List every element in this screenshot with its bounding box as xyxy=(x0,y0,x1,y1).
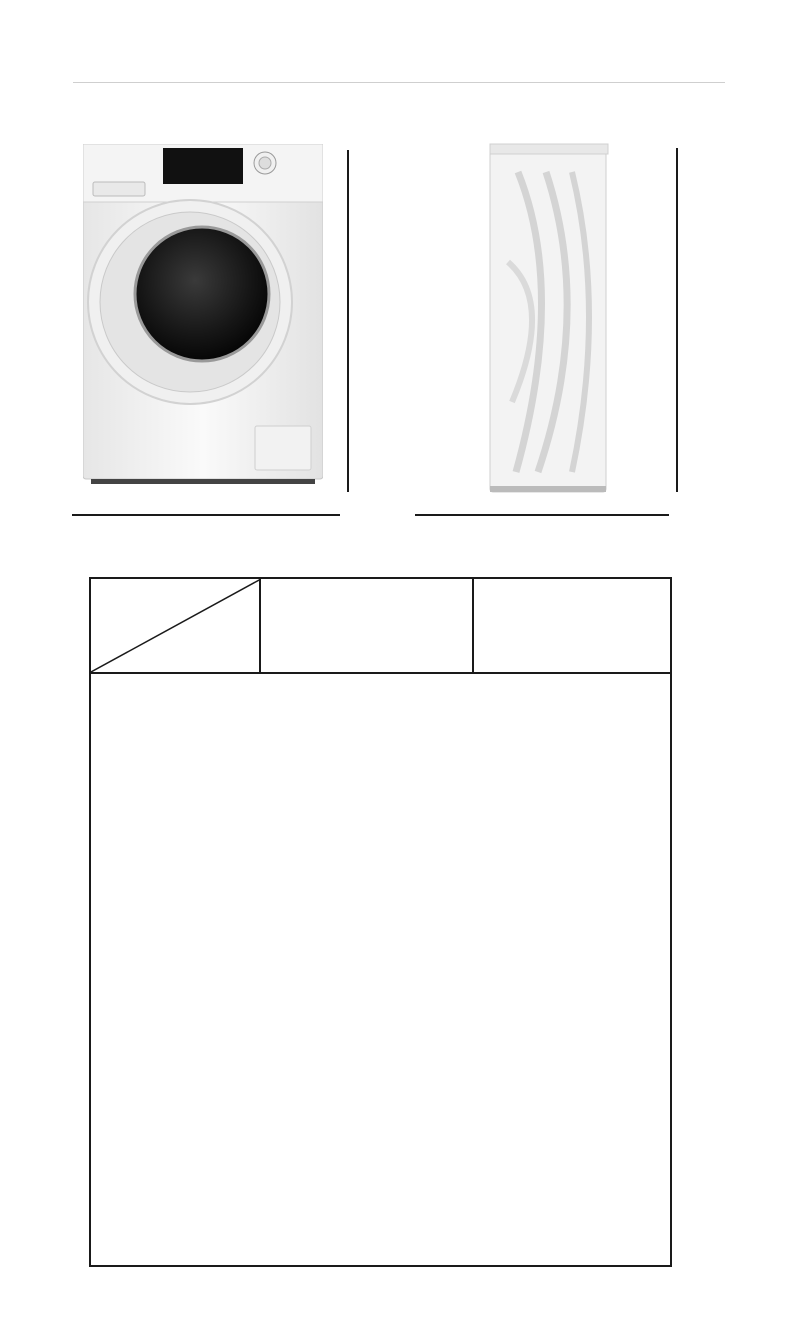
header-cell-model-a xyxy=(261,579,474,674)
width-dim-line xyxy=(72,514,340,516)
title-divider xyxy=(73,82,725,83)
washer-front-image xyxy=(83,144,323,484)
height-dim-line xyxy=(676,148,678,492)
spec-table xyxy=(89,577,672,1267)
washer-side-image xyxy=(488,142,610,496)
header-diagonal-cell xyxy=(91,579,261,674)
table-header xyxy=(91,579,670,674)
header-cell-model-b xyxy=(474,579,670,674)
front-dim-line xyxy=(347,150,349,492)
depth-dim-line xyxy=(415,514,669,516)
